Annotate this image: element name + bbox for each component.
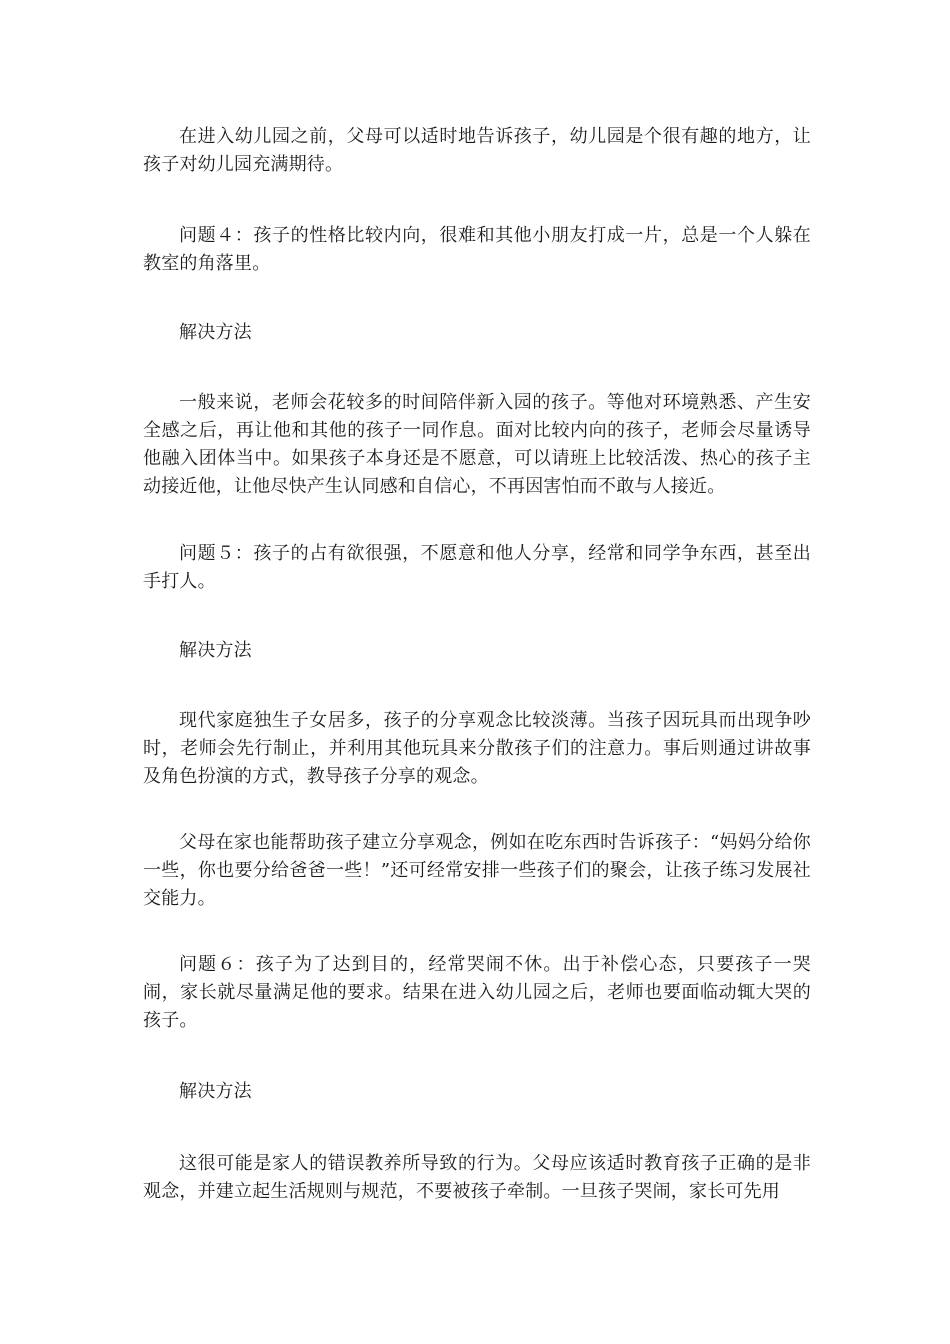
- question-6-heading: 问题６：孩子为了达到目的，经常哭闹不休。出于补偿心态，只要孩子一哭闹，家长就尽量满足他的要求。结果在进入幼儿园之后，老师也要面临动辄大哭的孩子。: [143, 954, 811, 1031]
- question-4-heading: 问题４：孩子的性格比较内向，很难和其他小朋友打成一片，总是一个人躲在教室的角落里。: [143, 225, 811, 274]
- question-5-heading: 问题５：孩子的占有欲很强，不愿意和他人分享，经常和同学争东西，甚至出手打人。: [143, 543, 811, 592]
- solution-heading-5: 解决方法: [179, 640, 252, 661]
- solution-5-text: 现代家庭独生子女居多，孩子的分享观念比较淡薄。当孩子因玩具而出现争吵时，老师会先行制止，并利用其他玩具来分散孩子们的注意力。事后则通过讲故事及角色扮演的方式，教导孩子分享的观念。: [143, 710, 811, 787]
- solution-4-text: 一般来说，老师会花较多的时间陪伴新入园的孩子。等他对环境熟悉、产生安全感之后，再让他和其他的孩子一同作息。面对比较内向的孩子，老师会尽量诱导他融入团体当中。如果孩子本身还是不愿意，可以请班上比较活泼、热心的孩子主动接近他，让他尽快产生认同感和自信心，不再因害怕而不敢与人接近。: [143, 392, 811, 497]
- solution-5-parent-text: 父母在家也能帮助孩子建立分享观念，例如在吃东西时告诉孩子：“妈妈分给你一些，你也要分给爸爸一些！”还可经常安排一些孩子们的聚会，让孩子练习发展社交能力。: [143, 832, 811, 909]
- solution-6-text: 这很可能是家人的错误教养所导致的行为。父母应该适时教育孩子正确的是非观念，并建立起生活规则与规范，不要被孩子牵制。一旦孩子哭闹，家长可先用: [143, 1153, 811, 1202]
- solution-heading-6: 解决方法: [179, 1081, 252, 1102]
- paragraph-kindergarten-expectation: 在进入幼儿园之前，父母可以适时地告诉孩子，幼儿园是个很有趣的地方，让孩子对幼儿园充满期待。: [143, 126, 811, 175]
- solution-heading-4: 解决方法: [179, 322, 252, 343]
